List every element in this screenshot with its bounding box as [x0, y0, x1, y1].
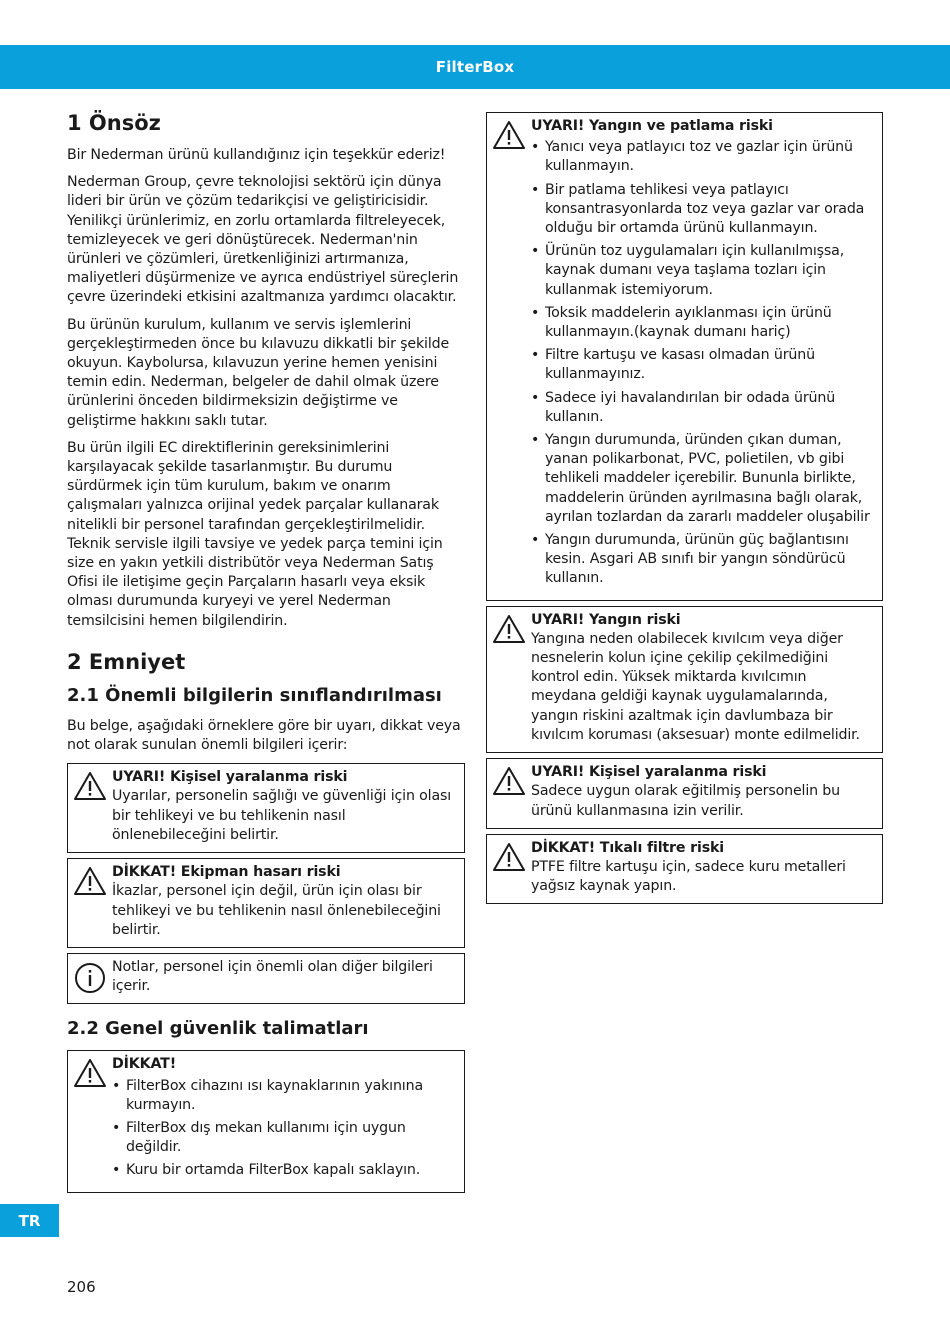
info-circle-icon	[72, 962, 108, 994]
caution-box-equipment	[67, 858, 465, 948]
caution-box-clog	[486, 834, 883, 905]
warning-triangle-icon	[491, 613, 527, 645]
box-text: PTFE filtre kartuşu için, sadece kuru metalleri yağsız kaynak yapın.	[531, 858, 846, 895]
warning-triangle-icon	[72, 770, 108, 802]
note-box	[67, 953, 465, 1004]
section-2-title: 2 Emniyet	[67, 649, 186, 674]
box-text: Uyarılar, personelin sağlığı ve güvenliği için olası bir tehlikeyi ve bu tehlikenin nasıl önlenebileceğini belirtir.	[112, 788, 452, 843]
paragraph: Bu ürün ilgili EC direktiflerinin gereksinimlerini karşılayacak şekilde tasarlanmıştır. Bu durumu sürdürmek için tüm kurulum, bakım ve onarım çalışmaları yalnızca orijinal yedek parçalar kullanarak nitelikli bir personel tarafından gerçekleştirilmelidir. Teknik servisle ilgili tavsiye ve yedek parça temini için size en yakın yetkili distribütör veya Nederman Satış Ofisi ile iletişime geçin Parçaların hasarlı veya eksik olması durumunda kuryeyi ve yerel Nederman temsilcisini hemen bilgilendirin.	[67, 439, 443, 629]
box-title: UYARI! Kişisel yaralanma riski	[531, 764, 767, 781]
paragraph: Bu ürünün kurulum, kullanım ve servis işlemlerini gerçekleştirmeden önce bu kılavuzu dikkatli bir şekilde okuyun. Kaybolursa, kılavuzun yerine hemen yenisini temin edin. Nederman, belgeler de dahil olmak üzere ürünlerini önceden bildirmeksizin değiştirme ve geliştirme hakkını saklı tutar.	[67, 316, 450, 429]
paragraph: Bir Nederman ürünü kullandığınız için teşekkür ederiz!	[67, 147, 446, 163]
header-band	[0, 45, 950, 89]
list-item: • FilterBox dış mekan kullanımı için uygun değildir.	[112, 1119, 456, 1157]
left-column	[67, 108, 465, 1198]
warning-triangle-icon	[491, 765, 527, 797]
section-2-1-title: 2.1 Önemli bilgilerin sınıflandırılması	[67, 684, 442, 706]
section-1-title: 1 Önsöz	[67, 111, 161, 135]
list-item: • Sadece iyi havalandırılan bir odada ürünü kullanın.	[531, 389, 874, 427]
warning-box-fire	[486, 606, 883, 753]
bullet-list	[531, 138, 874, 588]
page-number: 206	[67, 1278, 96, 1296]
paragraph: Bu belge, aşağıdaki örneklere göre bir uyarı, dikkat veya not olarak sunulan önemli bilgileri içerir:	[67, 717, 461, 754]
box-title: UYARI! Kişisel yaralanma riski	[112, 769, 348, 786]
section-2-2-title: 2.2 Genel güvenlik talimatları	[67, 1018, 369, 1040]
warning-triangle-icon	[72, 1057, 108, 1089]
warning-box-injury	[67, 763, 465, 853]
list-item: • Ürünün toz uygulamaları için kullanılmışsa, kaynak dumanı veya taşlama tozları için kullanmak istemiyorum.	[531, 242, 874, 300]
list-item: • Yangın durumunda, üründen çıkan duman, yanan polikarbonat, PVC, polietilen, vb gibi tehlikeli maddeler içerebilir. Bununla birlikte, maddelerin üründen ayrılmasına bağlı olarak, ayrılan tozlardan da zararlı maddeler oluşabilir	[531, 431, 874, 527]
list-item: • Toksik maddelerin ayıklanması için ürünü kullanmayın.(kaynak dumanı hariç)	[531, 304, 874, 342]
warning-triangle-icon	[491, 119, 527, 151]
box-text: Sadece uygun olarak eğitilmiş personelin bu ürünü kullanmasına izin verilir.	[531, 783, 841, 819]
warning-box-fire-explosion	[486, 112, 883, 601]
header-title: FilterBox	[435, 58, 515, 76]
list-item: • Yanıcı veya patlayıcı toz ve gazlar için ürünü kullanmayın.	[531, 138, 874, 176]
box-text: İkazlar, personel için değil, ürün için olası bir tehlikeyi ve bu tehlikenin nasıl önlenebileceğini belirtir.	[112, 883, 441, 938]
list-item: • Kuru bir ortamda FilterBox kapalı saklayın.	[112, 1161, 456, 1180]
caution-box-general	[67, 1050, 465, 1192]
list-item: • Bir patlama tehlikesi veya patlayıcı konsantrasyonlarda toz veya gazlar var orada olduğu bir ortamda ürünü kullanmayın.	[531, 181, 874, 239]
box-title: UYARI! Yangın riski	[531, 611, 681, 628]
warning-triangle-icon	[491, 841, 527, 873]
language-label: TR	[18, 1211, 41, 1230]
box-title: DİKKAT! Ekipman hasarı riski	[112, 864, 341, 881]
paragraph: Nederman Group, çevre teknolojisi sektörü için dünya lideri bir ürün ve çözüm tedarikçisi ve geliştiricisidir. Yenilikçi ürünlerimiz, en zorlu ortamlarda filtreleyecek, temizleyecek ve geri dönüştürecek. Nederman'nin ürünleri ve çözümleri, üretkenliğinizi artırmanıza, maliyetleri düşürmenize ve ayrıca endüstriyel süreçlerin çevre üzerindeki etkisini azaltmanıza yardımcı olacaktır.	[67, 174, 459, 306]
warning-box-injury-right	[486, 758, 883, 829]
bullet-list	[112, 1077, 456, 1181]
box-title: DİKKAT!	[112, 1056, 177, 1073]
list-item: • Filtre kartuşu ve kasası olmadan ürünü kullanmayınız.	[531, 346, 874, 384]
list-item: • Yangın durumunda, ürünün güç bağlantısını kesin. Asgari AB sınıfı bir yangın söndürücü kullanın.	[531, 531, 874, 589]
warning-triangle-icon	[72, 865, 108, 897]
language-tab	[0, 1204, 59, 1237]
box-text: Yangına neden olabilecek kıvılcım veya diğer nesnelerin kolun içine çekilip çekilmediğini kontrol edin. Yüksek miktarda kıvılcımın meydana geldiği kaynak uygulamalarında, yangın riskini azaltmak için davlumbaza bir kıvılcım koruması (aksesuar) monte edilmelidir.	[531, 630, 860, 743]
box-title: DİKKAT! Tıkalı filtre riski	[531, 839, 725, 856]
box-title: UYARI! Yangın ve patlama riski	[531, 118, 773, 134]
box-text: Notlar, personel için önemli olan diğer bilgileri içerir.	[112, 958, 433, 995]
list-item: • FilterBox cihazını ısı kaynaklarının yakınına kurmayın.	[112, 1077, 456, 1115]
right-column	[486, 112, 883, 909]
